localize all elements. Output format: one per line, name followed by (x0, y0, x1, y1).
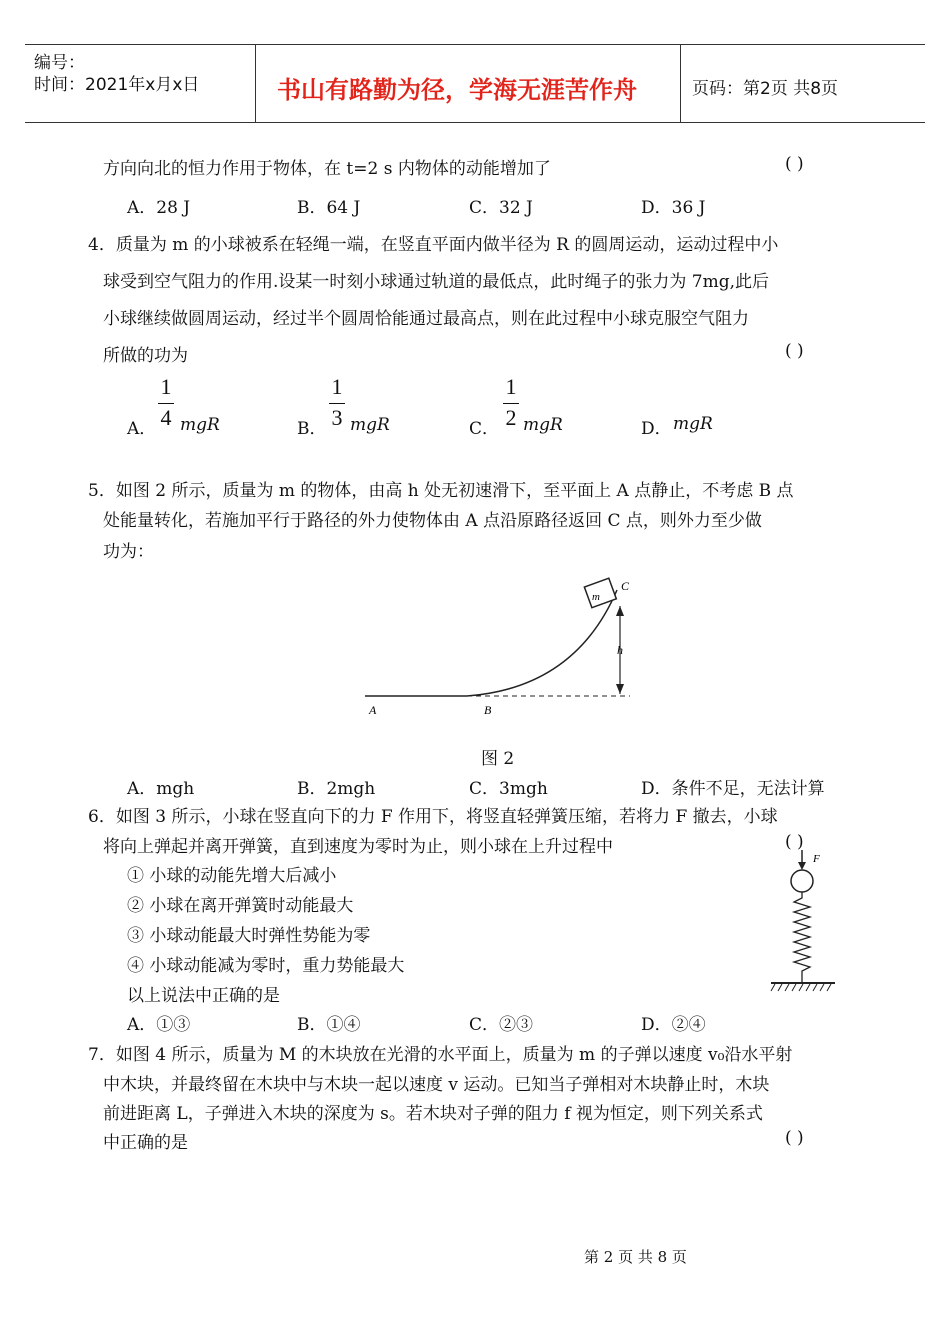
q4-option-a-fraction (158, 374, 174, 431)
q4-line1: 4．质量为 m 的小球被系在轻绳一端，在竖直平面内做半径为 R 的圆周运动，运动过程中小 (88, 235, 779, 255)
q6-statement-2: ② 小球在离开弹簧时动能最大 (127, 896, 354, 916)
q4-option-c-label: C． (469, 419, 500, 439)
q4-option-b-label: B． (297, 419, 327, 439)
q7-line2: 中木块，并最终留在木块中与木块一起以速度 v 运动。已知当子弹相对木块静止时，木块 (103, 1075, 770, 1095)
q4-option-c-numerator: 1 (505, 374, 517, 399)
q4-answer-paren: ( ) (785, 341, 804, 361)
fraction-bar (503, 403, 519, 404)
fraction-bar (329, 403, 345, 404)
q3-answer-paren: ( ) (785, 154, 804, 174)
figure-2-label-b: B (484, 703, 492, 717)
q4-line4: 所做的功为 (103, 346, 188, 366)
q4-line3: 小球继续做圆周运动，经过半个圆周恰能通过最高点，则在此过程中小球克服空气阻力 (103, 309, 749, 329)
q4-option-c-denominator: 2 (505, 405, 517, 430)
motto-title: 书山有路勤为径，学海无涯苦作舟 (277, 76, 637, 104)
q3-option-a: A．28 J (127, 198, 191, 218)
q4-option-b-numerator: 1 (331, 374, 343, 399)
figure-3-label-f: F (813, 853, 820, 865)
q5-option-d: D．条件不足，无法计算 (641, 779, 825, 799)
q6-option-d: D．②④ (641, 1015, 706, 1035)
q6-conclusion: 以上说法中正确的是 (127, 986, 280, 1006)
q4-option-b-fraction (329, 374, 345, 431)
q7-answer-paren: ( ) (785, 1128, 804, 1148)
q4-option-b-denominator: 3 (331, 405, 343, 430)
q3-option-c: C．32 J (469, 198, 533, 218)
q5-line2: 处能量转化，若施加平行于路径的外力使物体由 A 点沿原路径返回 C 点，则外力至少做 (103, 511, 762, 531)
fraction-bar (158, 403, 174, 404)
figure-2-incline-diagram (355, 572, 655, 722)
q7-line1: 7．如图 4 所示，质量为 M 的木块放在光滑的水平面上，质量为 m 的子弹以速度 v₀沿水平射 (88, 1045, 793, 1065)
serial-label: 编号： (34, 53, 85, 73)
q4-option-c-tail: mgR (523, 415, 563, 435)
header-divider-right (680, 44, 681, 122)
q7-line4: 中正确的是 (103, 1133, 188, 1153)
q4-option-a-denominator: 4 (160, 405, 172, 430)
footer-page-number: 第 2 页 共 8 页 (584, 1248, 687, 1266)
q6-option-a: A．①③ (127, 1015, 191, 1035)
header-top-rule (25, 44, 925, 45)
q4-option-d-tail: mgR (673, 414, 713, 434)
q7-line3: 前进距离 L，子弹进入木块的深度为 s。若木块对子弹的阻力 f 视为恒定，则下列关系式 (103, 1104, 763, 1124)
header-bottom-rule (25, 122, 925, 123)
page-indicator: 页码：第2页 共8页 (692, 79, 839, 99)
q5-option-b: B．2mgh (297, 779, 376, 799)
q3-option-b: B．64 J (297, 198, 361, 218)
q6-statement-3: ③ 小球动能最大时弹性势能为零 (127, 926, 371, 946)
q6-option-c: C．②③ (469, 1015, 534, 1035)
figure-2-label-h: h (617, 643, 623, 657)
figure-2-label-m: m (592, 591, 600, 603)
q4-option-c-fraction (503, 374, 519, 431)
q4-option-a-tail: mgR (180, 415, 220, 435)
q5-option-a: A．mgh (127, 779, 195, 799)
q4-option-a-numerator: 1 (160, 374, 172, 399)
q5-line1: 5．如图 2 所示，质量为 m 的物体，由高 h 处无初速滑下，至平面上 A 点静止，不考虑 B 点 (88, 481, 794, 501)
q6-option-b: B．①④ (297, 1015, 361, 1035)
figure-2-label-a: A (369, 703, 377, 717)
q6-answer-paren: ( ) (785, 832, 804, 852)
q5-line3: 功为： (103, 542, 154, 562)
q6-statement-1: ① 小球的动能先增大后减小 (127, 866, 337, 886)
header-divider-left (255, 44, 256, 122)
time-label: 时间：2021年x月x日 (34, 75, 200, 95)
q4-option-d-label: D． (641, 419, 672, 439)
figure-2-caption: 图 2 (481, 749, 515, 769)
q5-option-c: C．3mgh (469, 779, 548, 799)
q4-option-a-label: A． (127, 419, 157, 439)
q3-line1: 方向向北的恒力作用于物体，在 t=2 s 内物体的动能增加了 (103, 159, 551, 179)
figure-2-label-c: C (621, 579, 630, 593)
q4-line2: 球受到空气阻力的作用.设某一时刻小球通过轨道的最低点，此时绳子的张力为 7mg,此后 (103, 272, 770, 292)
figure-3-spring-diagram (765, 848, 845, 998)
q6-statement-4: ④ 小球动能减为零时，重力势能最大 (127, 956, 405, 976)
q6-line2: 将向上弹起并离开弹簧，直到速度为零时为止，则小球在上升过程中 (103, 837, 613, 857)
q4-option-b-tail: mgR (350, 415, 390, 435)
q3-option-d: D．36 J (641, 198, 706, 218)
q6-line1: 6．如图 3 所示，小球在竖直向下的力 F 作用下，将竖直轻弹簧压缩，若将力 F 撤去，小球 (88, 807, 778, 827)
